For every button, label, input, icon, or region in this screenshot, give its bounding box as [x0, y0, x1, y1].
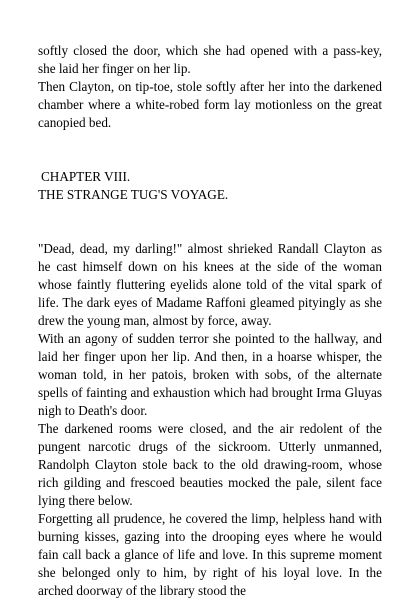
paragraph: Forgetting all prudence, he covered the limp, helpless hand with burning kisses, gazing into the drooping eyes where he would fain call back a glance of life and love. In this supreme moment she belonged only to him, by right of his loyal love. In the arched doorway of the library stood the	[38, 511, 382, 598]
book-page	[38, 42, 382, 600]
paragraph: Then Clayton, on tip-toe, stole softly after her into the darkened chamber where a white-robed form lay motionless on the great canopied bed.	[38, 79, 382, 130]
chapter-title: THE STRANGE TUG'S VOYAGE.	[38, 187, 229, 202]
chapter-heading	[38, 168, 382, 204]
paragraph: With an agony of sudden terror she pointed to the hallway, and laid her finger upon her lip. And then, in a hoarse whisper, the woman told, in her patois, broken with sobs, of the alternate spells of fainting and exhaustion which had brought Irma Gluyas nigh to Death's door.	[38, 331, 382, 418]
paragraph: "Dead, dead, my darling!" almost shrieked Randall Clayton as he cast himself down on his knees at the side of the woman whose faintly fluttering eyelids alone told of the vital spark of life. The dark eyes of Madame Raffoni gleamed pityingly as she drew the young man, almost by force, away.	[38, 241, 382, 328]
chapter-number: CHAPTER VIII.	[41, 169, 131, 184]
paragraph: softly closed the door, which she had opened with a pass-key, she laid her finger on her lip.	[38, 43, 382, 76]
paragraph: The darkened rooms were closed, and the air redolent of the pungent narcotic drugs of the sickroom. Utterly unmanned, Randolph Clayton stole back to the old drawing-room, whose rich gilding and frescoed beauties mocked the pale, silent face lying there below.	[38, 421, 382, 508]
